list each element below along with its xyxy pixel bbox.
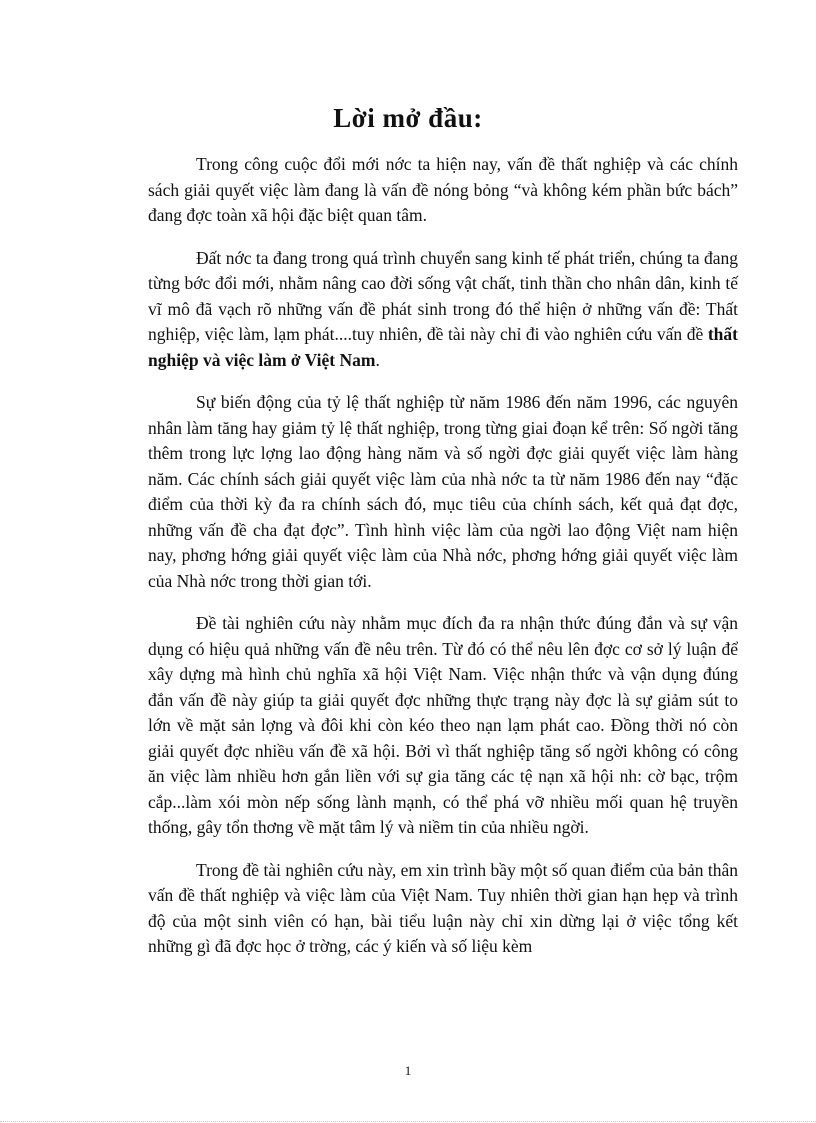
paragraph xyxy=(148,390,738,594)
paragraph xyxy=(148,611,738,841)
paragraph xyxy=(148,246,738,374)
document-body xyxy=(148,152,738,977)
paragraph-text: Trong công cuộc đổi mới nớc ta hiện nay, vấn đề thất nghiệp và các chính sách giải quyết việc làm đang là vấn đề nóng bỏng “và không kém phần bức bách” đang đợc toàn xã hội đặc biệt quan tâm. xyxy=(148,154,738,225)
page-number: 1 xyxy=(404,1063,412,1078)
paragraph-text-end: . xyxy=(375,349,380,370)
paragraph-text: Trong đề tài nghiên cứu này, em xin trình bầy một số quan điểm của bản thân vấn đề thất nghiệp và việc làm của Việt Nam. Tuy nhiên thời gian hạn hẹp và trình độ của một sinh viên có hạn, bài tiểu luận này chỉ xin dừng lại ở việc tổng kết những gì đã đợc học ở trờng, các ý kiến và số liệu kèm xyxy=(148,859,738,956)
document-title: Lời mở đầu: xyxy=(333,103,483,133)
page-edge-divider xyxy=(0,1121,816,1122)
paragraph-text: Đất nớc ta đang trong quá trình chuyển sang kinh tế phát triển, chúng ta đang từng bớc đổi mới, nhằm nâng cao đời sống vật chất, tinh thần cho nhân dân, kinh tế vĩ mô đã vạch rõ những vấn đề phát sinh trong đó thể hiện ở những vấn đề: Thất nghiệp, việc làm, lạm phát....tuy nhiên, đề tài này chỉ đi vào nghiên cứu vấn đề xyxy=(148,247,738,344)
paragraph-bold-text: thất nghiệp và việc làm ở Việt Nam xyxy=(148,324,738,370)
paragraph-text: Sự biến động của tỷ lệ thất nghiệp từ năm 1986 đến năm 1996, các nguyên nhân làm tăng hay giảm tỷ lệ thất nghiệp, trong từng giai đoạn kể trên: Số ngời tăng thêm trong lực lợng lao động hàng năm và số ngời đợc giải quyết việc làm hàng năm. Các chính sách giải quyết việc làm của nhà nớc ta từ năm 1986 đến nay “đặc điểm của thời kỳ đa ra chính sách đó, mục tiêu của chính sách, kết quả đạt đợc, những vấn đề cha đạt đợc”. Tình hình việc làm của ngời lao động Việt nam hiện nay, phơng hớng giải quyết việc làm của Nhà nớc, phơng hớng giải quyết việc làm của Nhà nớc trong thời gian tới. xyxy=(148,392,738,591)
paragraph xyxy=(148,152,738,229)
paragraph-text: Đề tài nghiên cứu này nhằm mục đích đa ra nhận thức đúng đắn và sự vận dụng có hiệu quả những vấn đề nêu trên. Từ đó có thể nêu lên đợc cơ sở lý luận để xây dựng mà hình chủ nghĩa xã hội Việt Nam. Việc nhận thức và vận dụng đúng đắn vấn đề này giúp ta giải quyết đợc những thực trạng này đợc là sự giảm sút to lớn về mặt sản lợng và đôi khi còn kéo theo nạn lạm phát cao. Đồng thời nó còn giải quyết đợc nhiều vấn đề xã hội. Bởi vì thất nghiệp tăng số ngời không có công ăn việc làm nhiều hơn gắn liền với sự gia tăng các tệ nạn xã hội nh: cờ bạc, trộm cắp...làm xói mòn nếp sống lành mạnh, có thể phá vỡ nhiều mối quan hệ truyền thống, gây tổn thơng về mặt tâm lý và niềm tin của nhiều ngời. xyxy=(148,613,738,837)
paragraph xyxy=(148,858,738,960)
